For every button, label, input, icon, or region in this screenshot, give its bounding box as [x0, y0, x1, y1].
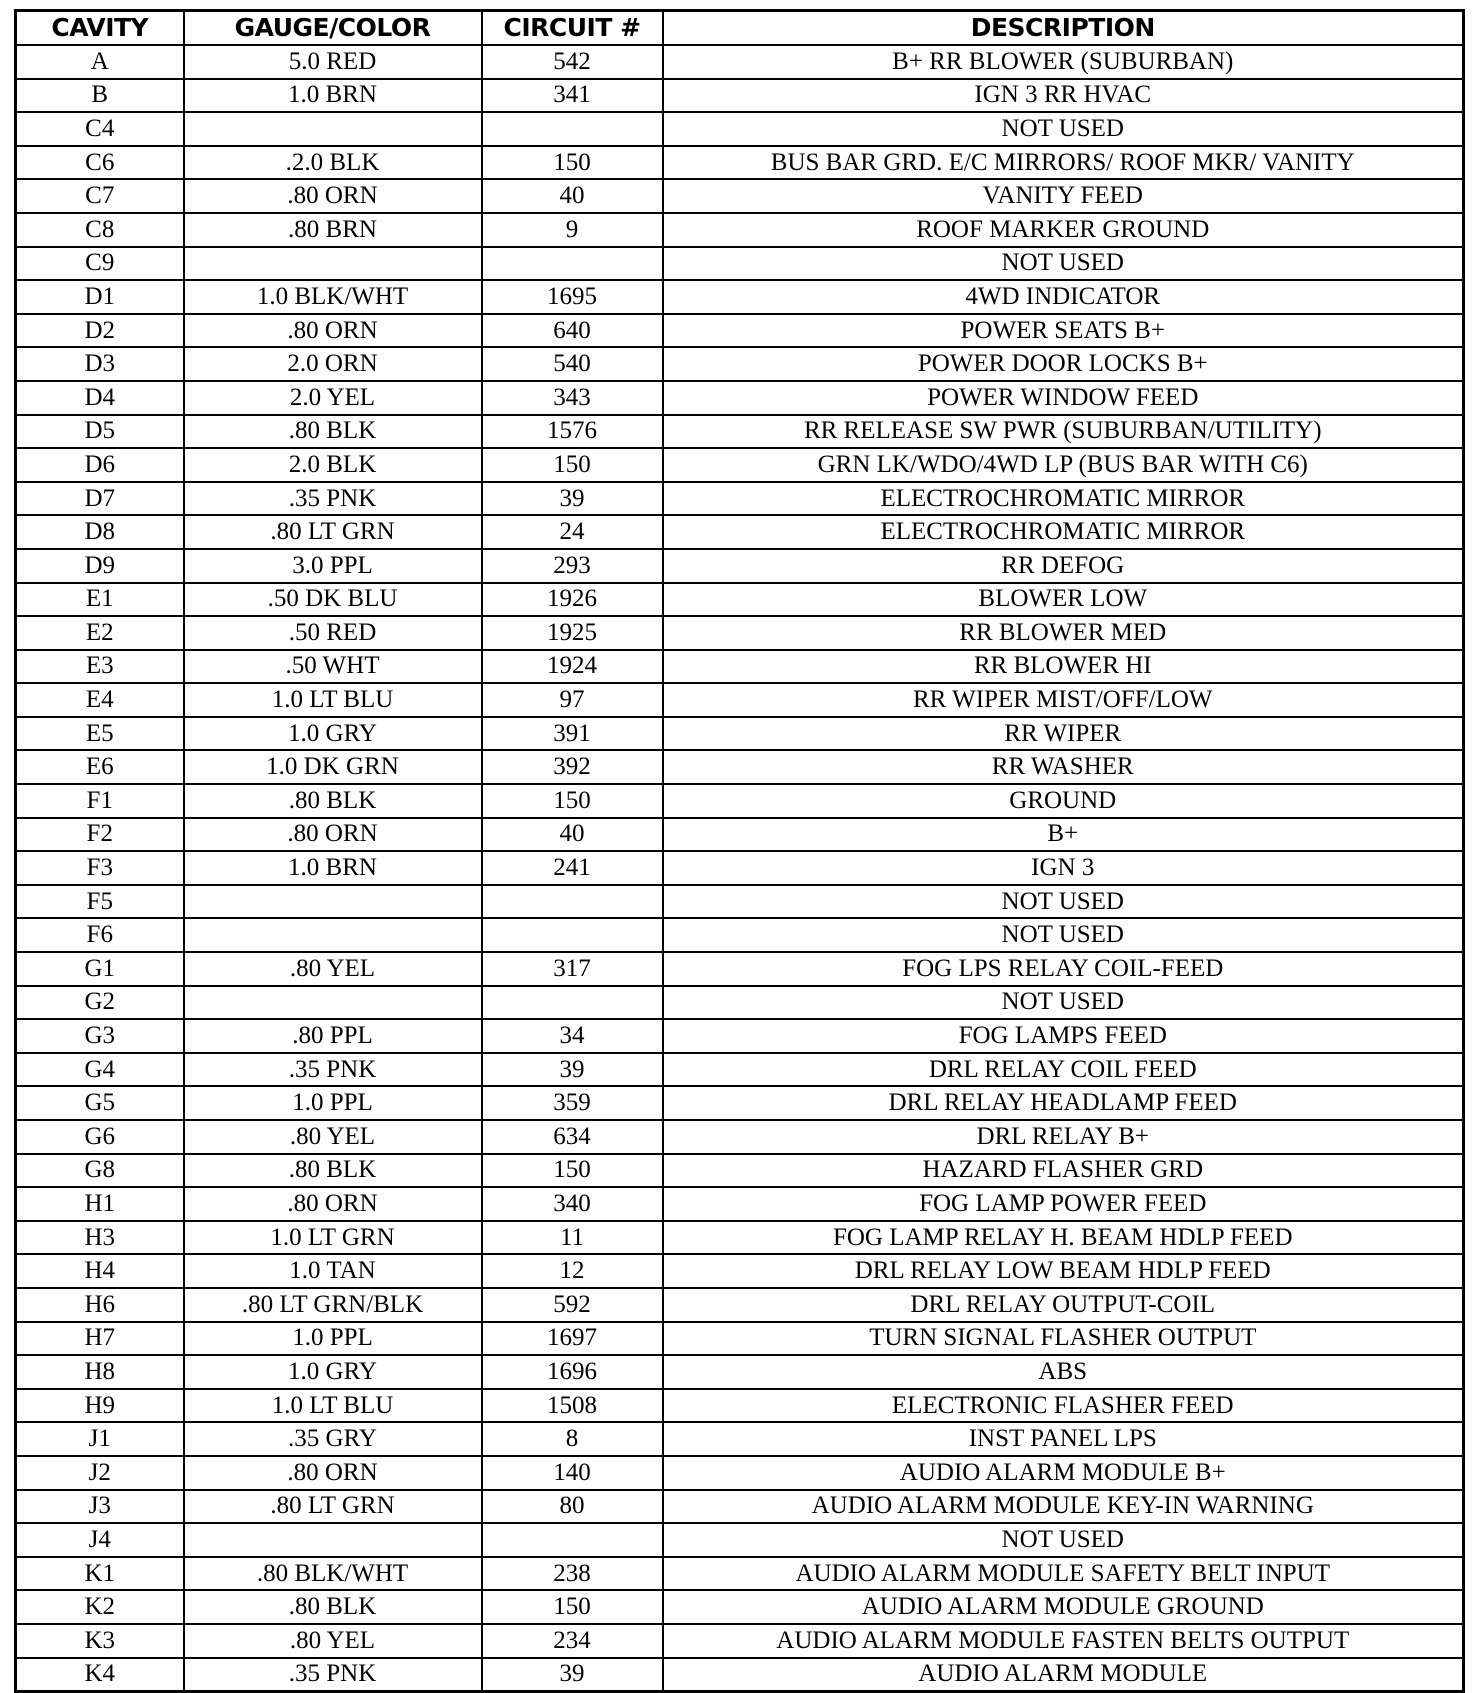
cell-cavity: E6	[16, 750, 184, 784]
cell-cavity: J3	[16, 1490, 184, 1524]
cell-cavity: G2	[16, 986, 184, 1020]
cell-circuit-number: 150	[482, 448, 663, 482]
cell-gauge-color: 1.0 LT BLU	[184, 683, 482, 717]
table-row	[16, 213, 1464, 247]
cell-cavity: J1	[16, 1422, 184, 1456]
cell-cavity: A	[16, 45, 184, 79]
cell-circuit-number: 1925	[482, 616, 663, 650]
cell-circuit-number: 40	[482, 179, 663, 213]
cell-circuit-number: 1576	[482, 415, 663, 449]
cell-gauge-color: 1.0 LT BLU	[184, 1389, 482, 1423]
cell-circuit-number: 9	[482, 213, 663, 247]
cell-gauge-color: .2.0 BLK	[184, 146, 482, 180]
table-row	[16, 1254, 1464, 1288]
cell-cavity: E1	[16, 583, 184, 617]
cell-description: AUDIO ALARM MODULE B+	[663, 1456, 1464, 1490]
table-row	[16, 750, 1464, 784]
cell-description: RR WIPER	[663, 717, 1464, 751]
table-row	[16, 1322, 1464, 1356]
cell-gauge-color: 1.0 LT GRN	[184, 1221, 482, 1255]
cell-circuit-number: 540	[482, 347, 663, 381]
cell-circuit-number: 150	[482, 1154, 663, 1188]
cell-circuit-number: 97	[482, 683, 663, 717]
cell-gauge-color: 1.0 PPL	[184, 1086, 482, 1120]
cell-description: ELECTRONIC FLASHER FEED	[663, 1389, 1464, 1423]
cell-cavity: E5	[16, 717, 184, 751]
table-row	[16, 885, 1464, 919]
cell-gauge-color: .80 BLK	[184, 784, 482, 818]
cell-gauge-color: .80 ORN	[184, 1187, 482, 1221]
cell-description: INST PANEL LPS	[663, 1422, 1464, 1456]
table-row	[16, 1086, 1464, 1120]
table-row	[16, 1355, 1464, 1389]
cell-cavity: C4	[16, 112, 184, 146]
cell-description: NOT USED	[663, 112, 1464, 146]
cell-circuit-number: 1697	[482, 1322, 663, 1356]
table-row	[16, 1557, 1464, 1591]
cell-cavity: G4	[16, 1053, 184, 1087]
table-row	[16, 1422, 1464, 1456]
cell-circuit-number: 391	[482, 717, 663, 751]
cell-cavity: G1	[16, 952, 184, 986]
cell-circuit-number: 150	[482, 146, 663, 180]
cell-description: ROOF MARKER GROUND	[663, 213, 1464, 247]
table-row	[16, 1154, 1464, 1188]
table-row	[16, 415, 1464, 449]
cell-description: HAZARD FLASHER GRD	[663, 1154, 1464, 1188]
cell-circuit-number: 359	[482, 1086, 663, 1120]
cell-circuit-number: 341	[482, 79, 663, 113]
cell-description: RR BLOWER MED	[663, 616, 1464, 650]
table-row	[16, 952, 1464, 986]
cell-cavity: C7	[16, 179, 184, 213]
cell-description: NOT USED	[663, 885, 1464, 919]
cell-gauge-color: 1.0 BRN	[184, 79, 482, 113]
cell-circuit-number: 293	[482, 549, 663, 583]
cell-description: FOG LPS RELAY COIL-FEED	[663, 952, 1464, 986]
cell-description: POWER DOOR LOCKS B+	[663, 347, 1464, 381]
cell-description: RR RELEASE SW PWR (SUBURBAN/UTILITY)	[663, 415, 1464, 449]
cell-description: 4WD INDICATOR	[663, 280, 1464, 314]
table-header	[16, 11, 1464, 46]
cell-cavity: H9	[16, 1389, 184, 1423]
cell-description: NOT USED	[663, 918, 1464, 952]
cell-circuit-number: 150	[482, 784, 663, 818]
cell-circuit-number: 11	[482, 1221, 663, 1255]
cell-circuit-number: 343	[482, 381, 663, 415]
cell-gauge-color: .80 BRN	[184, 213, 482, 247]
table-row	[16, 1658, 1464, 1692]
table-row	[16, 683, 1464, 717]
cell-circuit-number: 634	[482, 1120, 663, 1154]
cell-description: VANITY FEED	[663, 179, 1464, 213]
cell-cavity: E3	[16, 650, 184, 684]
cell-gauge-color	[184, 885, 482, 919]
cell-cavity: C6	[16, 146, 184, 180]
cell-cavity: E2	[16, 616, 184, 650]
cell-description: B+ RR BLOWER (SUBURBAN)	[663, 45, 1464, 79]
cell-gauge-color: .35 PNK	[184, 1053, 482, 1087]
header-circuit-number: CIRCUIT #	[482, 11, 663, 46]
cell-circuit-number: 24	[482, 515, 663, 549]
table-row	[16, 818, 1464, 852]
cell-gauge-color: .35 PNK	[184, 1658, 482, 1692]
cell-cavity: D2	[16, 314, 184, 348]
cell-gauge-color: .80 ORN	[184, 179, 482, 213]
table-row	[16, 1221, 1464, 1255]
cell-description: AUDIO ALARM MODULE FASTEN BELTS OUTPUT	[663, 1624, 1464, 1658]
table-row	[16, 1187, 1464, 1221]
cell-description: DRL RELAY OUTPUT-COIL	[663, 1288, 1464, 1322]
table-row	[16, 79, 1464, 113]
cell-cavity: C9	[16, 247, 184, 281]
cell-cavity: D1	[16, 280, 184, 314]
table-row	[16, 347, 1464, 381]
cell-description: DRL RELAY HEADLAMP FEED	[663, 1086, 1464, 1120]
cell-description: NOT USED	[663, 986, 1464, 1020]
cell-cavity: G6	[16, 1120, 184, 1154]
cell-gauge-color	[184, 112, 482, 146]
cell-gauge-color: .80 LT GRN	[184, 1490, 482, 1524]
table-row	[16, 1490, 1464, 1524]
cell-description: BLOWER LOW	[663, 583, 1464, 617]
cell-description: FOG LAMP RELAY H. BEAM HDLP FEED	[663, 1221, 1464, 1255]
cell-cavity: G8	[16, 1154, 184, 1188]
table-row	[16, 247, 1464, 281]
cell-circuit-number: 1508	[482, 1389, 663, 1423]
cell-gauge-color: .50 DK BLU	[184, 583, 482, 617]
cell-circuit-number	[482, 112, 663, 146]
table-row	[16, 616, 1464, 650]
cell-cavity: F1	[16, 784, 184, 818]
cell-cavity: K3	[16, 1624, 184, 1658]
cell-gauge-color: 1.0 BLK/WHT	[184, 280, 482, 314]
wiring-table	[14, 9, 1465, 1693]
cell-gauge-color: .35 PNK	[184, 482, 482, 516]
cell-description: GROUND	[663, 784, 1464, 818]
cell-circuit-number: 1695	[482, 280, 663, 314]
table-row	[16, 1590, 1464, 1624]
table-row	[16, 1019, 1464, 1053]
cell-cavity: E4	[16, 683, 184, 717]
cell-cavity: B	[16, 79, 184, 113]
cell-description: NOT USED	[663, 1523, 1464, 1557]
cell-gauge-color: .80 BLK	[184, 415, 482, 449]
cell-gauge-color: .80 ORN	[184, 1456, 482, 1490]
cell-description: RR WASHER	[663, 750, 1464, 784]
table-row	[16, 583, 1464, 617]
cell-description: DRL RELAY COIL FEED	[663, 1053, 1464, 1087]
cell-description: GRN LK/WDO/4WD LP (BUS BAR WITH C6)	[663, 448, 1464, 482]
cell-cavity: F2	[16, 818, 184, 852]
cell-circuit-number	[482, 885, 663, 919]
cell-gauge-color: 1.0 DK GRN	[184, 750, 482, 784]
cell-circuit-number: 39	[482, 482, 663, 516]
cell-gauge-color: .80 LT GRN	[184, 515, 482, 549]
cell-cavity: F5	[16, 885, 184, 919]
cell-cavity: D6	[16, 448, 184, 482]
table-row	[16, 784, 1464, 818]
cell-gauge-color: .80 ORN	[184, 818, 482, 852]
cell-description: RR WIPER MIST/OFF/LOW	[663, 683, 1464, 717]
cell-gauge-color: .80 YEL	[184, 1120, 482, 1154]
cell-gauge-color: 2.0 BLK	[184, 448, 482, 482]
cell-circuit-number: 34	[482, 1019, 663, 1053]
table-row	[16, 381, 1464, 415]
cell-circuit-number: 8	[482, 1422, 663, 1456]
cell-circuit-number: 317	[482, 952, 663, 986]
cell-cavity: H3	[16, 1221, 184, 1255]
table-row	[16, 1456, 1464, 1490]
table-row	[16, 1389, 1464, 1423]
cell-gauge-color: .80 BLK	[184, 1590, 482, 1624]
table-row	[16, 918, 1464, 952]
cell-gauge-color: .80 YEL	[184, 952, 482, 986]
cell-circuit-number: 39	[482, 1053, 663, 1087]
cell-description: DRL RELAY B+	[663, 1120, 1464, 1154]
cell-description: ELECTROCHROMATIC MIRROR	[663, 515, 1464, 549]
cell-gauge-color: .35 GRY	[184, 1422, 482, 1456]
table-row	[16, 1120, 1464, 1154]
cell-circuit-number: 140	[482, 1456, 663, 1490]
cell-description: RR DEFOG	[663, 549, 1464, 583]
cell-circuit-number: 12	[482, 1254, 663, 1288]
cell-cavity: K1	[16, 1557, 184, 1591]
cell-circuit-number: 241	[482, 851, 663, 885]
cell-cavity: H6	[16, 1288, 184, 1322]
cell-circuit-number: 40	[482, 818, 663, 852]
cell-circuit-number: 234	[482, 1624, 663, 1658]
header-cavity: CAVITY	[16, 11, 184, 46]
cell-gauge-color	[184, 247, 482, 281]
cell-description: IGN 3	[663, 851, 1464, 885]
table-row	[16, 515, 1464, 549]
cell-gauge-color: .50 WHT	[184, 650, 482, 684]
cell-circuit-number	[482, 986, 663, 1020]
header-gauge-color: GAUGE/COLOR	[184, 11, 482, 46]
table-row	[16, 1523, 1464, 1557]
cell-description: AUDIO ALARM MODULE KEY-IN WARNING	[663, 1490, 1464, 1524]
cell-description: FOG LAMPS FEED	[663, 1019, 1464, 1053]
cell-gauge-color: 1.0 PPL	[184, 1322, 482, 1356]
cell-description: ELECTROCHROMATIC MIRROR	[663, 482, 1464, 516]
cell-cavity: K2	[16, 1590, 184, 1624]
cell-cavity: K4	[16, 1658, 184, 1692]
cell-description: ABS	[663, 1355, 1464, 1389]
cell-gauge-color: .80 BLK	[184, 1154, 482, 1188]
table-row	[16, 1053, 1464, 1087]
cell-gauge-color	[184, 986, 482, 1020]
table-row	[16, 851, 1464, 885]
cell-gauge-color: 2.0 YEL	[184, 381, 482, 415]
table-row	[16, 112, 1464, 146]
cell-gauge-color: .80 LT GRN/BLK	[184, 1288, 482, 1322]
cell-gauge-color: 1.0 GRY	[184, 717, 482, 751]
cell-description: POWER WINDOW FEED	[663, 381, 1464, 415]
cell-cavity: F6	[16, 918, 184, 952]
table-row	[16, 1624, 1464, 1658]
cell-gauge-color	[184, 1523, 482, 1557]
cell-description: POWER SEATS B+	[663, 314, 1464, 348]
cell-gauge-color: .80 YEL	[184, 1624, 482, 1658]
cell-cavity: H1	[16, 1187, 184, 1221]
cell-circuit-number: 542	[482, 45, 663, 79]
cell-circuit-number: 592	[482, 1288, 663, 1322]
table-row	[16, 179, 1464, 213]
table-row	[16, 986, 1464, 1020]
table-row	[16, 717, 1464, 751]
table-body	[16, 45, 1464, 1692]
cell-description: BUS BAR GRD. E/C MIRRORS/ ROOF MKR/ VANITY	[663, 146, 1464, 180]
cell-description: AUDIO ALARM MODULE	[663, 1658, 1464, 1692]
cell-gauge-color: 3.0 PPL	[184, 549, 482, 583]
cell-circuit-number: 392	[482, 750, 663, 784]
cell-circuit-number: 1926	[482, 583, 663, 617]
cell-description: B+	[663, 818, 1464, 852]
cell-cavity: H8	[16, 1355, 184, 1389]
cell-description: NOT USED	[663, 247, 1464, 281]
table-row	[16, 146, 1464, 180]
cell-gauge-color: 1.0 BRN	[184, 851, 482, 885]
cell-circuit-number: 640	[482, 314, 663, 348]
cell-gauge-color: .80 BLK/WHT	[184, 1557, 482, 1591]
table-row	[16, 448, 1464, 482]
cell-circuit-number: 1924	[482, 650, 663, 684]
header-row	[16, 11, 1464, 46]
cell-description: AUDIO ALARM MODULE SAFETY BELT INPUT	[663, 1557, 1464, 1591]
cell-cavity: D4	[16, 381, 184, 415]
cell-cavity: J2	[16, 1456, 184, 1490]
table-row	[16, 549, 1464, 583]
cell-cavity: D7	[16, 482, 184, 516]
table-row	[16, 1288, 1464, 1322]
cell-cavity: D9	[16, 549, 184, 583]
cell-cavity: G3	[16, 1019, 184, 1053]
table-row	[16, 314, 1464, 348]
cell-description: AUDIO ALARM MODULE GROUND	[663, 1590, 1464, 1624]
cell-gauge-color: .80 PPL	[184, 1019, 482, 1053]
cell-description: IGN 3 RR HVAC	[663, 79, 1464, 113]
cell-circuit-number: 80	[482, 1490, 663, 1524]
header-description: DESCRIPTION	[663, 11, 1464, 46]
cell-circuit-number: 238	[482, 1557, 663, 1591]
cell-description: RR BLOWER HI	[663, 650, 1464, 684]
table-row	[16, 45, 1464, 79]
cell-circuit-number: 340	[482, 1187, 663, 1221]
cell-cavity: J4	[16, 1523, 184, 1557]
cell-gauge-color	[184, 918, 482, 952]
cell-description: FOG LAMP POWER FEED	[663, 1187, 1464, 1221]
cell-gauge-color: 5.0 RED	[184, 45, 482, 79]
cell-circuit-number: 39	[482, 1658, 663, 1692]
cell-cavity: G5	[16, 1086, 184, 1120]
cell-gauge-color: 1.0 GRY	[184, 1355, 482, 1389]
cell-description: DRL RELAY LOW BEAM HDLP FEED	[663, 1254, 1464, 1288]
cell-cavity: D5	[16, 415, 184, 449]
cell-cavity: D3	[16, 347, 184, 381]
cell-gauge-color: 2.0 ORN	[184, 347, 482, 381]
table-row	[16, 650, 1464, 684]
cell-description: TURN SIGNAL FLASHER OUTPUT	[663, 1322, 1464, 1356]
cell-circuit-number	[482, 918, 663, 952]
cell-cavity: D8	[16, 515, 184, 549]
table-row	[16, 280, 1464, 314]
cell-circuit-number	[482, 1523, 663, 1557]
cell-gauge-color: .80 ORN	[184, 314, 482, 348]
cell-circuit-number	[482, 247, 663, 281]
cell-circuit-number: 150	[482, 1590, 663, 1624]
cell-circuit-number: 1696	[482, 1355, 663, 1389]
cell-cavity: C8	[16, 213, 184, 247]
cell-gauge-color: .50 RED	[184, 616, 482, 650]
cell-cavity: H4	[16, 1254, 184, 1288]
table-row	[16, 482, 1464, 516]
cell-gauge-color: 1.0 TAN	[184, 1254, 482, 1288]
cell-cavity: H7	[16, 1322, 184, 1356]
cell-cavity: F3	[16, 851, 184, 885]
